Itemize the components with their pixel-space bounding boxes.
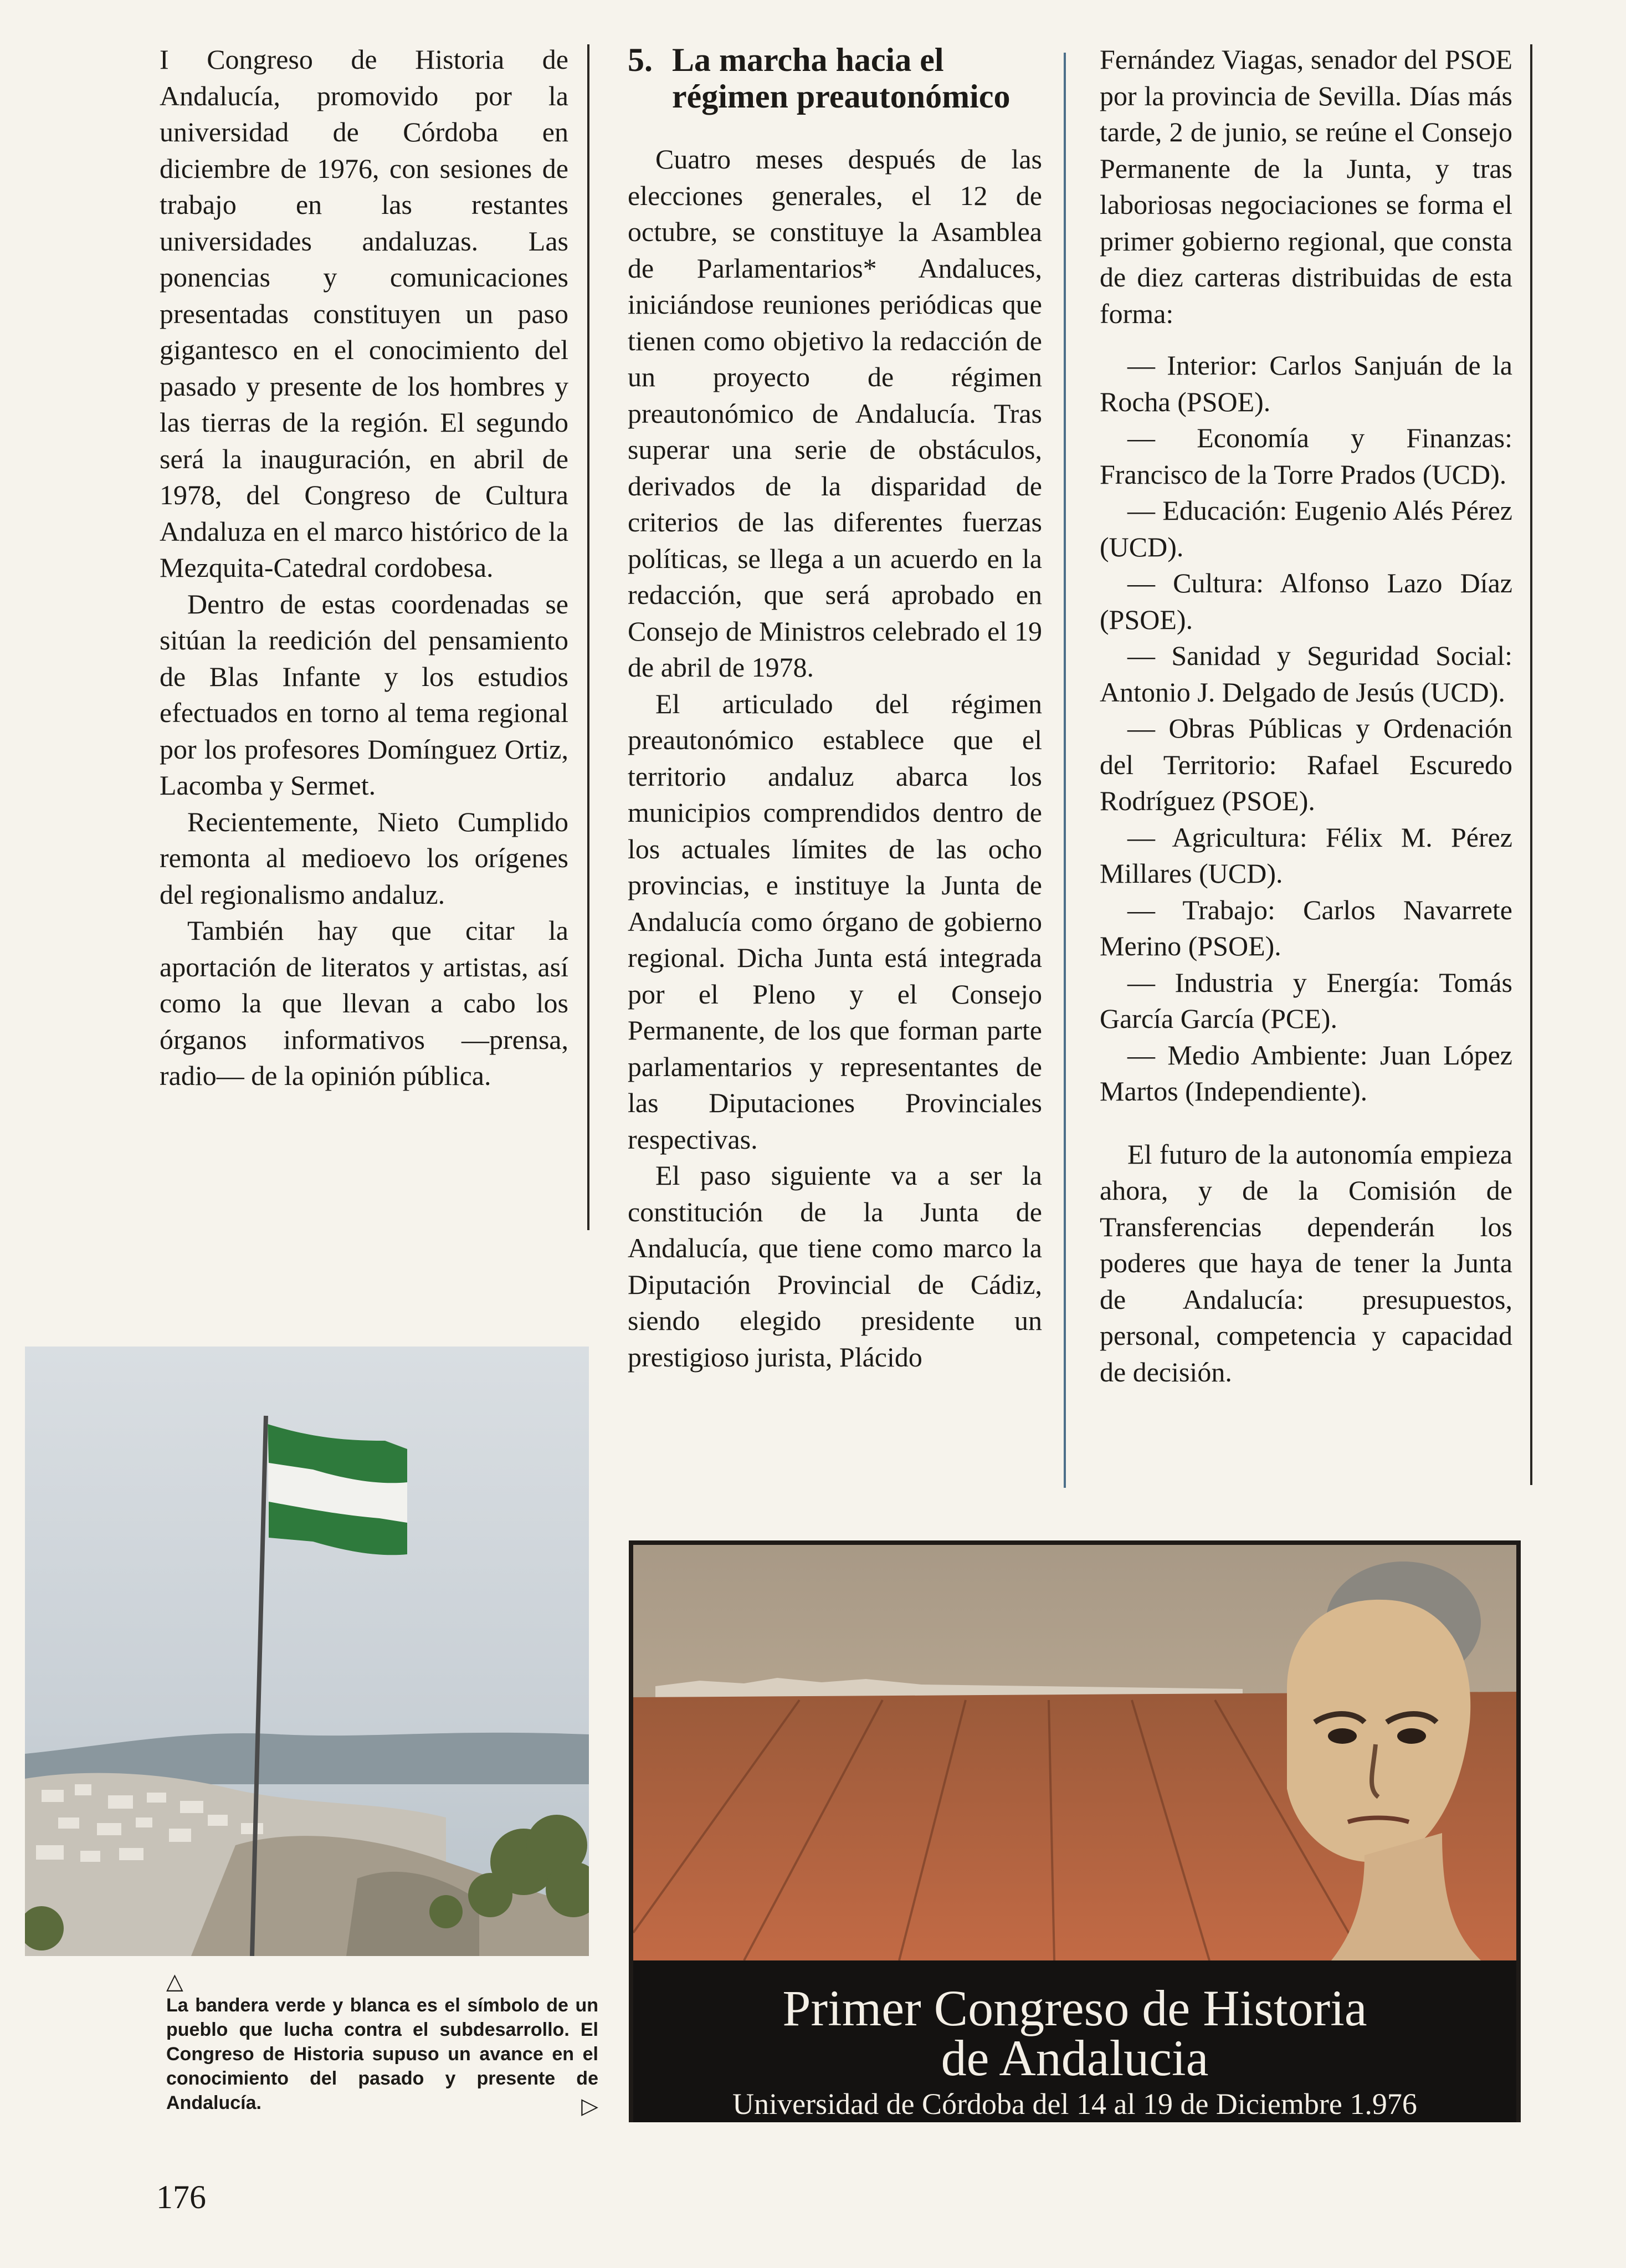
section-number: 5.: [628, 42, 653, 78]
paragraph: Recientemente, Nieto Cumplido remonta al medioevo los orígenes del regionalismo andaluz.: [160, 806, 568, 910]
flag-photo: [25, 1347, 589, 1956]
column-divider: [587, 44, 589, 1230]
paragraph: Dentro de estas coordenadas se sitúan la reedición del pensamiento de Blas Infante y los estudios efectuados en torno al tema regional por los profesores Domínguez Ortiz, Lacomba y Sermet.: [160, 588, 568, 801]
list-item: — Educación: Eugenio Alés Pérez (UCD).: [1100, 495, 1512, 562]
list-item: — Interior: Carlos Sanjuán de la Rocha (PSOE).: [1100, 350, 1512, 417]
list-item: — Medio Ambiente: Juan López Martos (Independiente).: [1100, 1039, 1512, 1107]
list-item: — Agricultura: Félix M. Pérez Millares (UCD).: [1100, 821, 1512, 889]
poster-painting: [633, 1545, 1516, 1960]
poster-title-line1: Primer Congreso de Historia: [782, 1980, 1367, 2036]
section-heading: [628, 42, 1042, 115]
paragraph: El articulado del régimen preautonómico establece que el territorio andaluz abarca los municipios comprendidos dentro de los actuales límites de las ocho provincias, e instituye la Junta de Andalucía como órgano de gobierno regional. Dicha Junta está integrada por el Pleno y el Consejo Permanente, de los que forman parte parlamentarios y representantes de las Diputaciones Provinciales respectivas.: [628, 688, 1042, 1155]
list-item: — Industria y Energía: Tomás García García (PCE).: [1100, 966, 1512, 1034]
list-item: — Trabajo: Carlos Navarrete Merino (PSOE).: [1100, 894, 1512, 961]
paragraph: Fernández Viagas, senador del PSOE por la provincia de Sevilla. Días más tarde, 2 de junio, se reúne el Consejo Permanente de la Junta, y tras laboriosas negociaciones se forma el primer gobierno regional, que consta de diez carteras distribuidas de esta forma:: [1100, 44, 1512, 329]
section-title: La marcha hacia el régimen preautonómico: [672, 42, 1011, 115]
text-column-right: [1100, 42, 1512, 1390]
government-list: [1100, 347, 1512, 1110]
list-item: — Economía y Finanzas: Francisco de la Torre Prados (UCD).: [1100, 422, 1512, 490]
page-number: 176: [156, 2179, 206, 2215]
paragraph: El paso siguiente va a ser la constitución de la Junta de Andalucía, que tiene como marco la Diputación Provincial de Cádiz, siendo elegido presidente un prestigioso jurista, Plácido: [628, 1160, 1042, 1373]
up-triangle-icon: △: [166, 1969, 183, 1994]
list-item: — Cultura: Alfonso Lazo Díaz (PSOE).: [1100, 567, 1512, 635]
poster-title-band: [633, 1960, 1516, 2122]
paragraph: El futuro de la autonomía empieza ahora, y de la Comisión de Transferencias dependerán los poderes que haya de tener la Junta de Andalucía: presupuestos, personal, competencia y capacidad de decisión.: [1100, 1138, 1512, 1388]
right-triangle-icon: ▷: [581, 2094, 598, 2118]
paragraph: I Congreso de Historia de Andalucía, promovido por la universidad de Córdoba en diciembre de 1976, con sesiones de trabajo en las restantes universidades andaluzas. Las ponencias y comunicaciones presentadas constituyen un paso gigantesco en el conocimiento del pasado y presente de los hombres y las tierras de la región. El segundo será la inauguración, en abril de 1978, del Congreso de Cultura Andaluza en el marco histórico de la Mezquita-Catedral cordobesa.: [160, 44, 568, 583]
column-divider: [1064, 53, 1066, 1488]
text-column-left: [160, 42, 568, 1094]
poster-title-line2: de Andalucia: [941, 2030, 1209, 2086]
text-column-middle: [628, 42, 1042, 1375]
paragraph: Cuatro meses después de las elecciones generales, el 12 de octubre, se constituye la Asamblea de Parlamentarios* Andaluces, iniciándose reuniones periódicas que tienen como objetivo la redacción de un proyecto de régimen preautonómico de Andalucía. Tras superar una serie de obstáculos, derivados de la disparidad de criterios de las diferentes fuerzas políticas, se llega a un acuerdo en la redacción, que será aprobado en Consejo de Ministros celebrado el 19 de abril de 1978.: [628, 144, 1042, 683]
congress-poster: [629, 1540, 1521, 2122]
paragraph: También hay que citar la aportación de literatos y artistas, así como la que llevan a cabo los órganos informativos —prensa, radio— de la opinión pública.: [160, 915, 568, 1091]
poster-subtitle: Universidad de Córdoba del 14 al 19 de Diciembre 1.976: [732, 2087, 1417, 2121]
caption-text: La bandera verde y blanca es el símbolo de un pueblo que lucha contra el subdesarrollo. El Congreso de Historia supuso un avance en el conocimiento del pasado y presente de Andalucía.: [166, 1995, 598, 2113]
photo-caption: [166, 1969, 598, 2118]
column-divider: [1530, 44, 1532, 1485]
list-item: — Obras Públicas y Ordenación del Territorio: Rafael Escuredo Rodríguez (PSOE).: [1100, 713, 1512, 816]
list-item: — Sanidad y Seguridad Social: Antonio J. Delgado de Jesús (UCD).: [1100, 640, 1512, 708]
